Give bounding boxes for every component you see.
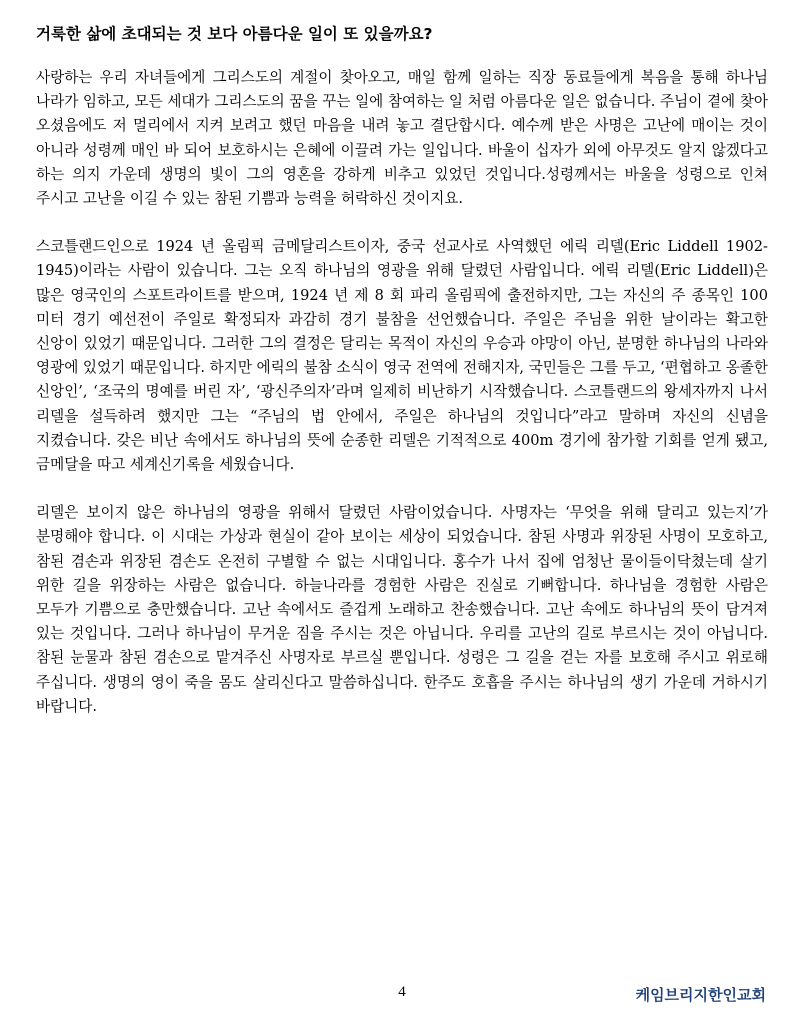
paragraph-mission: 리델은 보이지 않은 하나님의 영광을 위해서 달렸던 사람이었습니다. 사명자는 ‘무엇을 위해 달리고 있는지’가 분명해야 합니다. 이 시대는 가상과 현실이 같아 보이는 세상이 되었습니다. 참된 사명과 위장된 사명이 모호하고, 참된 겸손과 위장된 겸손도 온전히 구별할 수 없는 시대입니다. 홍수가 나서 집에 엄청난 물이들이닥쳤는데 살기 위한 길을 위장하는 사람은 없습니다. 하늘나라를 경험한 사람은 진실로 기뻐합니다. 하나님을 경험한 사람은 모두가 기쁨으로 충만했습니다. 고난 속에서도 즐겁게 노래하고 찬송했습니다. 고난 속에도 하나님의 뜻이 담겨져 있는 것입니다. 그러나 하나님이 무거운 짐을 주시는 것은 아닙니다. 우리를 고난의 길로 부르시는 것이 아닙니다. 참된 눈물과 참된 겸손으로 맡겨주신 사명자로 부르실 뿐입니다. 성령은 그 길을 걷는 자를 보호해 주시고 위로해 주십니다. 생명의 영이 죽을 몸도 살리신다고 말씀하십니다. 한주도 호흡을 주시는 하나님의 생기 가운데 거하시기 바랍니다.: [36, 504, 768, 715]
paragraph-intro: 사랑하는 우리 자녀들에게 그리스도의 계절이 찾아오고, 매일 함께 일하는 직장 동료들에게 복음을 통해 하나님 나라가 임하고, 모든 세대가 그리스도의 꿈을 꾸는 일에 참여하는 일 처럼 아름다운 일은 없습니다. 주님이 곁에 찾아 오셨음에도 저 멀리에서 지켜 보려고 했던 마음을 내려 놓고 결단합시다. 예수께 받은 사명은 고난에 매이는 것이 아니라 성령께 매인 바 되어 보호하시는 은혜에 이끌려 가는 일입니다. 바울이 십자가 외에 아무것도 알지 않겠다고 하는 의지 가운데 생명의 빛이 그의 영혼을 강하게 비추고 있었던 것입니다.성령께서는 바울을 성령으로 인쳐 주시고 고난을 이길 수 있는 참된 기쁨과 능력을 허락하신 것이지요.: [36, 69, 768, 208]
church-name: 케임브리지한인교회: [635, 986, 766, 1004]
article-title: 거룩한 삶에 초대되는 것 보다 아름다운 일이 또 있을까요?: [36, 25, 433, 43]
paragraph-eric-liddell: 스코틀랜드인으로 1924 년 올림픽 금메달리스트이자, 중국 선교사로 사역했던 에릭 리델(Eric Liddell 1902-1945)이라는 사람이 있습니다. 그는 오직 하나님의 영광을 위해 달렸던 사람입니다. 에릭 리델(Eric Liddell)은 많은 영국인의 스포트라이트를 받으며, 1924 년 제 8 회 파리 올림픽에 출전하지만, 그는 자신의 주 종목인 100 미터 경기 예선전이 주일로 확정되자 과감히 경기 불참을 선언했습니다. 주일은 주님을 위한 날이라는 확고한 신앙이 있었기 때문입니다. 그러한 그의 결정은 달리는 목적이 자신의 우승과 야망이 아닌, 분명한 하나님의 나라와 영광에 있었기 때문입니다. 하지만 에릭의 불참 소식이 영국 전역에 전해지자, 국민들은 그를 두고, ‘편협하고 옹졸한 신앙인’, ‘조국의 명예를 버린 자’, ‘광신주의자’라며 일제히 비난하기 시작했습니다. 스코틀랜드의 왕세자까지 나서 리델을 설득하려 했지만 그는 “주님의 법 안에서, 주일은 하나님의 것입니다”라고 말하며 자신의 신념을 지켰습니다. 갖은 비난 속에서도 하나님의 뜻에 순종한 리델은 기적적으로 400m 경기에 참가할 기회를 얻게 됐고, 금메달을 따고 세계신기록을 세웠습니다.: [36, 238, 768, 474]
page-number: 4: [398, 984, 406, 1000]
article-body: [36, 22, 768, 743]
